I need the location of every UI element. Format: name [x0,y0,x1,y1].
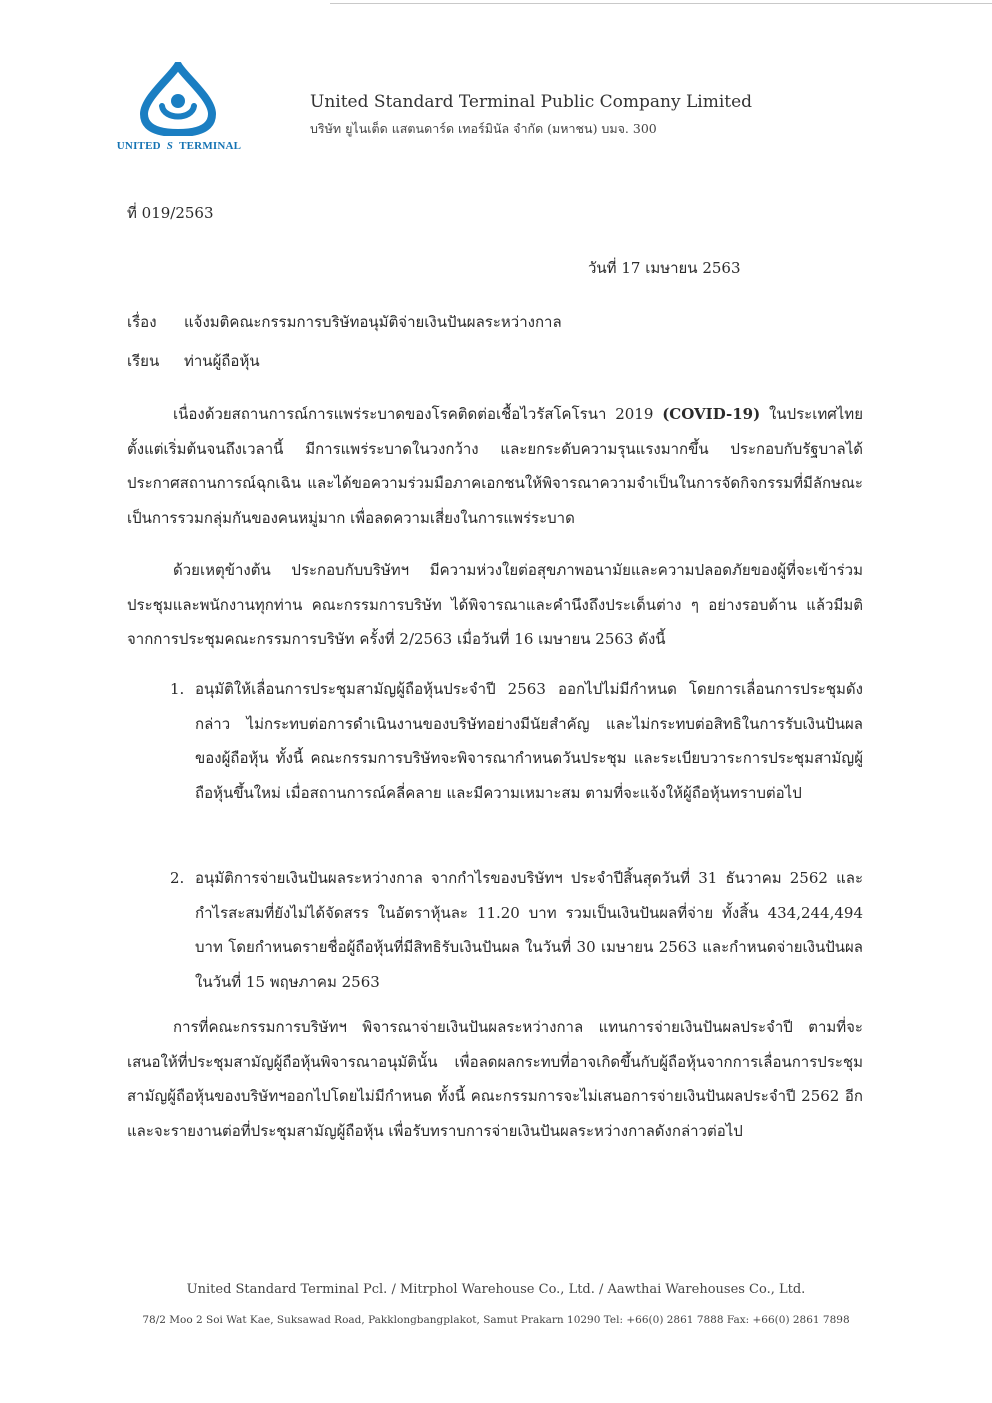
document-number: ที่ 019/2563 [127,204,214,222]
subject-text: แจ้งมติคณะกรรมการบริษัทอนุมัติจ่ายเงินปันผลระหว่างกาล [184,313,562,331]
paragraph-interim-dividend-reason: การที่คณะกรรมการบริษัทฯ พิจารณาจ่ายเงินปันผลระหว่างกาล แทนการจ่ายเงินปันผลประจำปี ตามที่จะเสนอให้ที่ประชุมสามัญผู้ถือหุ้นพิจารณาอนุมัตินั้น เพื่อลดผลกระทบที่อาจเกิดขึ้นกับผู้ถือหุ้นจากการเลื่อนการประชุมสามัญผู้ถือหุ้นของบริษัทฯออกไปโดยไม่มีกำหนด ทั้งนี้ คณะกรรมการจะไม่เสนอการจ่ายเงินปันผลประจำปี 2562 อีก และจะรายงานต่อที่ประชุมสามัญผู้ถือหุ้น เพื่อรับทราบการจ่ายเงินปันผลระหว่างกาลดังกล่าวต่อไป [127,1018,863,1140]
subject-label: เรื่อง [127,313,157,331]
addressee-label: เรียน [127,352,160,370]
document-date: วันที่ 17 เมษายน 2563 [588,259,741,277]
paragraph-board-resolution: ด้วยเหตุข้างต้น ประกอบกับบริษัทฯ มีความห่วงใยต่อสุขภาพอนามัยและความปลอดภัยของผู้ที่จะเข้าร่วมประชุมและพนักงานทุกท่าน คณะกรรมการบริษัท ได้พิจารณาและคำนึงถึงประเด็นต่าง ๆ อย่างรอบด้าน แล้วมีมติจากการประชุมคณะกรรมการบริษัท ครั้งที่ 2/2563 เมื่อวันที่ 16 เมษายน 2563 ดังนี้ [127,561,863,648]
addressee-text: ท่านผู้ถือหุ้น [184,352,260,370]
company-name-thai: บริษัท ยูไนเต็ด แสตนดาร์ด เทอร์มินัล จำกัด (มหาชน) บมจ. 300 [310,121,657,136]
footer-company-group: United Standard Terminal Pcl. / Mitrphol Warehouse Co., Ltd. / Aawthai Warehouses Co., Ltd. [186,1282,806,1297]
logo-wordmark: UNITED S TERMINAL [116,140,242,152]
list-number: 2. [170,869,185,887]
list-number: 1. [170,680,185,698]
footer-address-contact: 78/2 Moo 2 Soi Wat Kae, Suksawad Road, Pakklongbangplakot, Samut Prakarn 10290 Tel: +66(0) 2861 7888 Fax: +66(0) 2861 7898 [142,1314,850,1326]
resolution-item-2 [170,861,863,999]
top-edge-rule [330,3,992,4]
paragraph-covid-situation: เนื่องด้วยสถานการณ์การแพร่ระบาดของโรคติดต่อเชื้อไวรัสโคโรนา 2019 (COVID-19) ในประเทศไทยตั้งแต่เริ่มต้นจนถึงเวลานี้ มีการแพร่ระบาดในวงกว้าง และยกระดับความรุนแรงมากขึ้น ประกอบกับรัฐบาลได้ประกาศสถานการณ์ฉุกเฉิน และได้ขอความร่วมมือภาคเอกชนให้พิจารณาความจำเป็นในการจัดกิจกรรมที่มีลักษณะเป็นการรวมกลุ่มกันของคนหมู่มาก เพื่อลดความเสี่ยงในการแพร่ระบาด [127,405,863,527]
company-name-english: United Standard Terminal Public Company Limited [310,92,753,112]
covid-emphasis: (COVID-19) [662,405,761,423]
resolution-item-1 [170,672,863,810]
addressee-line [127,349,260,373]
company-logo [104,62,254,162]
list-item-text: อนุมัติให้เลื่อนการประชุมสามัญผู้ถือหุ้นประจำปี 2563 ออกไปไม่มีกำหนด โดยการเลื่อนการประชุมดังกล่าว ไม่กระทบต่อการดำเนินงานของบริษัทอย่างมีนัยสำคัญ และไม่กระทบต่อสิทธิในการรับเงินปันผลของผู้ถือหุ้น ทั้งนี้ คณะกรรมการบริษัทจะพิจารณากำหนดวันประชุม และระเบียบวาระการประชุมสามัญผู้ถือหุ้นขึ้นใหม่ เมื่อสถานการณ์คลี่คลาย และมีความเหมาะสม ตามที่จะแจ้งให้ผู้ถือหุ้นทราบต่อไป [195,680,863,802]
list-item-text: อนุมัติการจ่ายเงินปันผลระหว่างกาล จากกำไรของบริษัทฯ ประจำปีสิ้นสุดวันที่ 31 ธันวาคม 2562 และกำไรสะสมที่ยังไม่ได้จัดสรร ในอัตราหุ้นละ 11.20 บาท รวมเป็นเงินปันผลที่จ่าย ทั้งสิ้น 434,244,494 บาท โดยกำหนดรายชื่อผู้ถือหุ้นที่มีสิทธิรับเงินปันผล ในวันที่ 30 เมษายน 2563 และกำหนดจ่ายเงินปันผลในวันที่ 15 พฤษภาคม 2563 [195,869,863,991]
drop-logo-icon [138,62,218,136]
subject-line [127,310,562,334]
